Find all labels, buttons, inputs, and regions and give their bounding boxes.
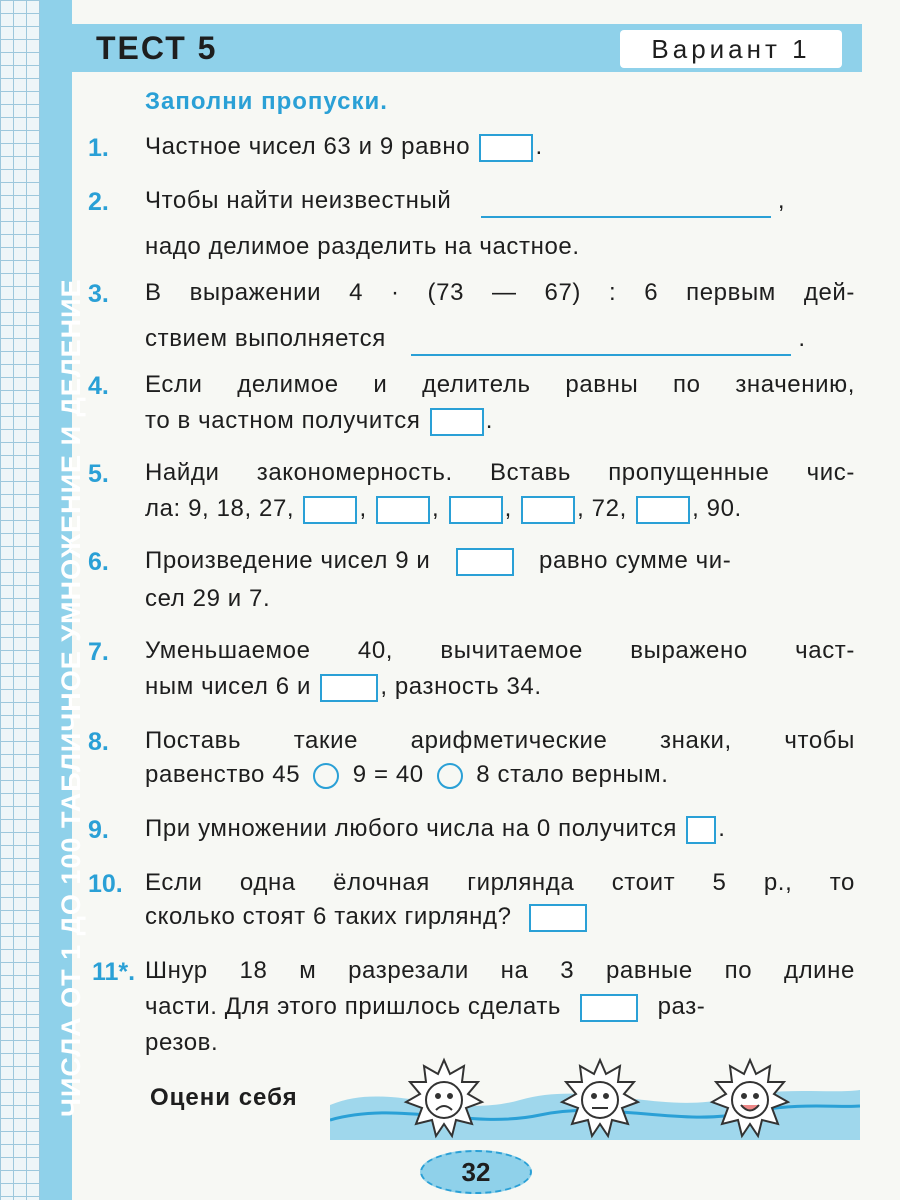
task-1-text: Частное чисел 63 и 9 равно (145, 133, 471, 160)
task-11-line-1: Шнур 18 м разрезали на 3 равные по длине (145, 957, 855, 984)
task-5-text-b: , 72, (577, 495, 627, 522)
answer-box-5c[interactable] (449, 496, 503, 524)
task-10-line-2 (145, 900, 855, 934)
task-number-3: 3. (88, 280, 109, 308)
task-6-line-2: сел 29 и 7. (145, 585, 271, 612)
task-4-end: . (485, 407, 493, 434)
answer-box-5a[interactable] (303, 496, 357, 524)
answer-box-1[interactable] (479, 134, 533, 162)
test-title: ТЕСТ 5 (96, 30, 218, 66)
page-number: 32 (420, 1150, 532, 1194)
graph-paper-margin (0, 0, 40, 1200)
task-number-5: 5. (88, 460, 109, 488)
task-9-line (145, 812, 855, 846)
task-1-end: . (535, 133, 543, 160)
task-6-text-a: Произведение чисел 9 и (145, 547, 431, 574)
sign-circle-2[interactable] (437, 763, 463, 789)
task-number-10: 10. (88, 870, 123, 898)
task-3-text-2: ствием выполняется (145, 325, 386, 352)
sad-sun-icon[interactable] (402, 1056, 486, 1140)
task-number-4: 4. (88, 372, 109, 400)
self-assessment-label: Оцени себя (150, 1084, 298, 1111)
task-number-1: 1. (88, 134, 109, 162)
task-11-line-3: резов. (145, 1029, 219, 1056)
task-5-text-a: ла: 9, 18, 27, (145, 495, 295, 522)
task-5-sep: , (359, 495, 367, 522)
task-11-text-a: части. Для этого пришлось сделать (145, 993, 562, 1020)
task-5-sep: , (432, 495, 440, 522)
task-11-text-b: раз- (657, 993, 706, 1020)
answer-box-4[interactable] (430, 408, 484, 436)
task-number-11: 11*. (92, 958, 136, 986)
task-number-6: 6. (88, 548, 109, 576)
task-2-line-2: надо делимое разделить на частное. (145, 233, 580, 260)
task-3-line-1: В выражении 4 · (73 — 67) : 6 первым дей- (145, 279, 855, 306)
task-7-text-b: , разность 34. (380, 673, 542, 700)
task-9-text: При умножении любого числа на 0 получится (145, 815, 677, 842)
happy-sun-icon[interactable] (708, 1056, 792, 1140)
task-3-line-2 (145, 322, 855, 356)
task-5-sep: , (504, 495, 512, 522)
answer-blank-2[interactable] (481, 194, 771, 218)
task-7-line-2 (145, 670, 855, 704)
answer-box-5d[interactable] (521, 496, 575, 524)
answer-box-5b[interactable] (376, 496, 430, 524)
task-number-9: 9. (88, 816, 109, 844)
sign-circle-1[interactable] (313, 763, 339, 789)
task-6-line-1 (145, 544, 855, 578)
task-number-2: 2. (88, 188, 109, 216)
answer-box-11[interactable] (580, 994, 638, 1022)
variant-label: Вариант 1 (620, 30, 842, 68)
task-8-text-c: 8 стало верным. (476, 761, 669, 788)
task-11-line-2 (145, 990, 855, 1024)
task-4-text-2: то в частном получится (145, 407, 421, 434)
task-9-end: . (718, 815, 726, 842)
instruction: Заполни пропуски. (145, 88, 388, 115)
task-2-end: , (777, 187, 786, 214)
answer-box-7[interactable] (320, 674, 378, 702)
task-7-line-1: Уменьшаемое 40, вычитаемое выражено част- (145, 637, 855, 664)
task-5-line-2 (145, 492, 855, 526)
task-4-line-2 (145, 404, 855, 438)
section-title: ЧИСЛА ОТ 1 ДО 100 ТАБЛИЧНОЕ УМНОЖЕНИЕ И ДЕЛЕНИЕ (56, 278, 86, 1117)
task-number-7: 7. (88, 638, 109, 666)
task-2-line-1 (145, 184, 855, 218)
task-7-text-a: ным чисел 6 и (145, 673, 312, 700)
answer-box-6[interactable] (456, 548, 514, 576)
answer-box-10[interactable] (529, 904, 587, 932)
task-1-line (145, 130, 855, 164)
answer-box-5e[interactable] (636, 496, 690, 524)
task-number-8: 8. (88, 728, 109, 756)
task-4-line-1: Если делимое и делитель равны по значению, (145, 371, 855, 398)
task-8-line-1: Поставь такие арифметические знаки, чтобы (145, 727, 855, 754)
answer-blank-3[interactable] (411, 332, 791, 356)
task-8-text-a: равенство 45 (145, 761, 301, 788)
task-5-text-c: , 90. (692, 495, 742, 522)
neutral-sun-icon[interactable] (558, 1056, 642, 1140)
task-8-line-2 (145, 758, 855, 792)
task-3-end: . (798, 325, 806, 352)
task-10-line-1: Если одна ёлочная гирлянда стоит 5 р., то (145, 869, 855, 896)
task-2-text-1: Чтобы найти неизвестный (145, 187, 452, 214)
task-8-text-b: 9 = 40 (352, 761, 424, 788)
task-6-text-b: равно сумме чи- (539, 547, 732, 574)
task-10-text-2: сколько стоят 6 таких гирлянд? (145, 903, 512, 930)
answer-box-9[interactable] (686, 816, 716, 844)
task-5-line-1: Найди закономерность. Вставь пропущенные чис- (145, 459, 855, 486)
